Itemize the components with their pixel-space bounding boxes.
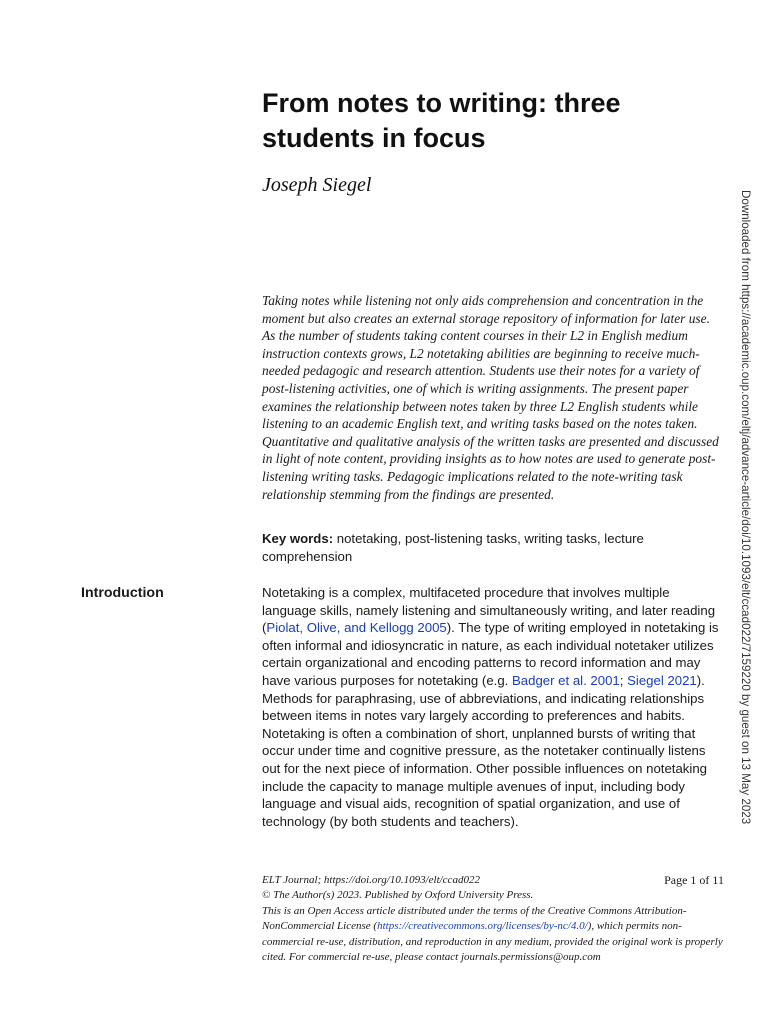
citation-piolat[interactable]: Piolat, Olive, and Kellogg 2005: [266, 620, 447, 636]
license-text-b: ), which permits non-commercial re-use, distribution, and reproduction in any medium, provided the original work is properly cited. For commercial re-use, please contact journals.permissions@oup.com: [262, 920, 723, 964]
abstract-text: Taking notes while listening not only aids comprehension and concentration in the moment but also creates an external storage repository of information for later use. As the number of students taking content courses in their L2 in English medium instruction contexts grows, L2 notetaking abilities are beginning to receive much-needed pedagogic and research attention. Students use their notes for a variety of post-listening activities, one of which is writing assignments. The present paper examines the relationship between notes taken by three L2 English students while listening to an academic English text, and writing tasks based on the notes taken. Quantitative and qualitative analysis of the written tasks are presented and discussed in light of note content, providing insights as to how notes are used to generate post-listening writing tasks. Pedagogic implications related to the note-writing task relationship stemming from the findings are presented.: [262, 293, 719, 502]
intro-text-2: ). The type of writing employed in notetaking is often informal and idiosyncratic in nature, as each individual notetaker utilizes certain organizational and encoding patterns to record information and may have various purposes for notetaking (e.g.: [262, 620, 719, 688]
footer-license: [262, 904, 732, 966]
intro-text-3: ). Methods for paraphrasing, use of abbreviations, and indicating relationships between items in notes vary largely according to preferences and habits. Notetaking is often a combination of short, unplanned bursts of writing that occur under time and cognitive pressure, as the notetaker continually listens out for the next piece of information. Other possible influences on notetaking include the capacity to manage multiple avenues of input, including body language and visual aids, recognition of spatial organization, and use of technology (by both students and teachers).: [262, 672, 707, 829]
citation-badger[interactable]: Badger et al. 2001: [511, 672, 620, 688]
footer-copyright: © The Author(s) 2023. Published by Oxford University Press.: [262, 889, 534, 902]
license-link[interactable]: https://creativecommons.org/licenses/by-nc/4.0/: [377, 920, 588, 933]
author-name: Joseph Siegel: [262, 174, 372, 196]
title-line-1: From notes to writing: three: [262, 88, 621, 118]
footer-doi: ELT Journal; https://doi.org/10.1093/elt/ccad022: [262, 874, 480, 886]
footer-journal-info: [262, 873, 662, 904]
keywords: [262, 530, 724, 565]
license-text-a: This is an Open Access article distributed under the terms of the Creative Commons Attribution-NonCommercial License (: [262, 905, 687, 933]
article-title: [262, 86, 682, 156]
introduction-paragraph: [262, 584, 724, 830]
citation-siegel[interactable]: Siegel 2021: [627, 672, 697, 688]
keywords-text: notetaking, post-listening tasks, writing tasks, lecture comprehension: [262, 531, 644, 564]
title-line-2: students in focus: [262, 123, 486, 153]
citation-separator: ;: [619, 672, 628, 688]
page-number: Page 1 of 11: [664, 873, 724, 887]
keywords-label: Key words:: [262, 531, 334, 546]
intro-text-1: Notetaking is a complex, multifaceted procedure that involves multiple language skills, namely listening and simultaneously writing, and later reading (: [262, 585, 716, 636]
section-heading-introduction: Introduction: [81, 585, 164, 601]
download-notice: Downloaded from https://academic.oup.com/eltj/advance-article/doi/10.1093/elt/ccad022/7159220 by guest on 13 May 2023: [739, 190, 752, 825]
